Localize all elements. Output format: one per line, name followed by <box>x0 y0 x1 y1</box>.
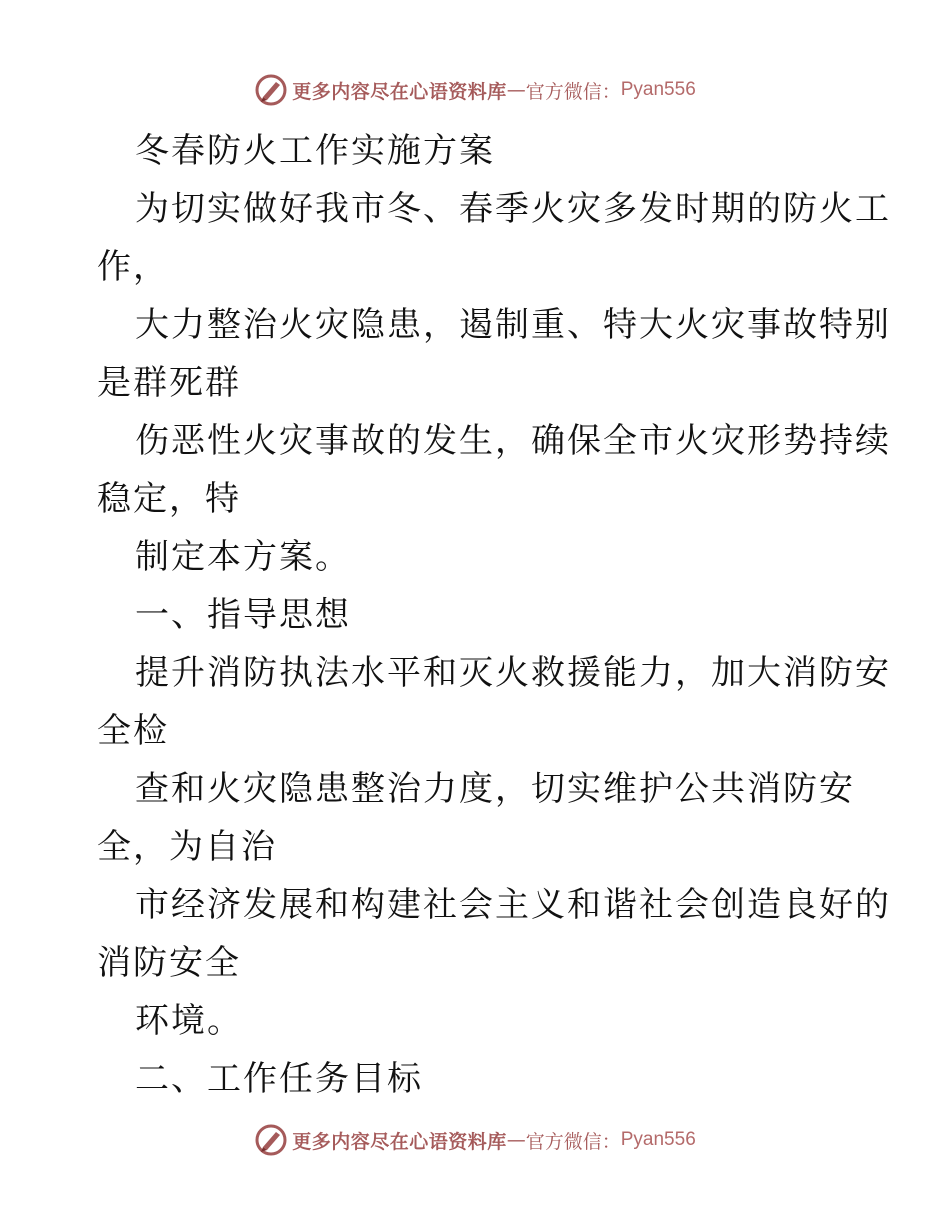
doc-line: 全检 <box>97 711 169 751</box>
watermark-separator: — <box>506 1129 526 1151</box>
doc-line: 提升消防执法水平和灭火救援能力，加大消防安 <box>135 653 891 693</box>
document-body <box>97 122 891 1108</box>
doc-line: 冬春防火工作实施方案 <box>135 131 495 171</box>
doc-line: 查和火灾隐患整治力度，切实维护公共消防安 <box>135 769 855 809</box>
watermark-sub-text: 官方微信： <box>525 1130 621 1153</box>
watermark-sub-text: 官方微信： <box>525 80 621 103</box>
doc-line: 全，为自治 <box>97 827 277 867</box>
watermark-main-text: 更多内容尽在心语资料库 <box>292 80 507 103</box>
watermark-id-text: Pyan556 <box>620 1129 696 1150</box>
doc-line: 为切实做好我市冬、春季火灾多发时期的防火工 <box>135 189 891 229</box>
doc-line: 制定本方案。 <box>135 537 351 577</box>
doc-line: 环境。 <box>135 1001 243 1041</box>
pen-logo-icon <box>254 1123 288 1157</box>
doc-line: 二、工作任务目标 <box>135 1059 423 1099</box>
doc-line: 伤恶性火灾事故的发生，确保全市火灾形势持续 <box>135 421 891 461</box>
header-watermark <box>0 70 950 110</box>
doc-line: 市经济发展和构建社会主义和谐社会创造良好的 <box>135 885 891 925</box>
doc-line: 大力整治火灾隐患，遏制重、特大火灾事故特别 <box>135 305 891 345</box>
watermark-id-text: Pyan556 <box>620 79 696 100</box>
pen-logo-icon <box>254 73 288 107</box>
doc-line: 稳定，特 <box>97 479 241 519</box>
footer-watermark <box>0 1120 950 1160</box>
watermark-main-text: 更多内容尽在心语资料库 <box>292 1130 507 1153</box>
watermark-separator: — <box>506 79 526 101</box>
doc-line: 作， <box>97 247 169 287</box>
doc-line: 是群死群 <box>97 363 241 403</box>
doc-line: 消防安全 <box>97 943 241 983</box>
doc-line: 一、指导思想 <box>135 595 351 635</box>
